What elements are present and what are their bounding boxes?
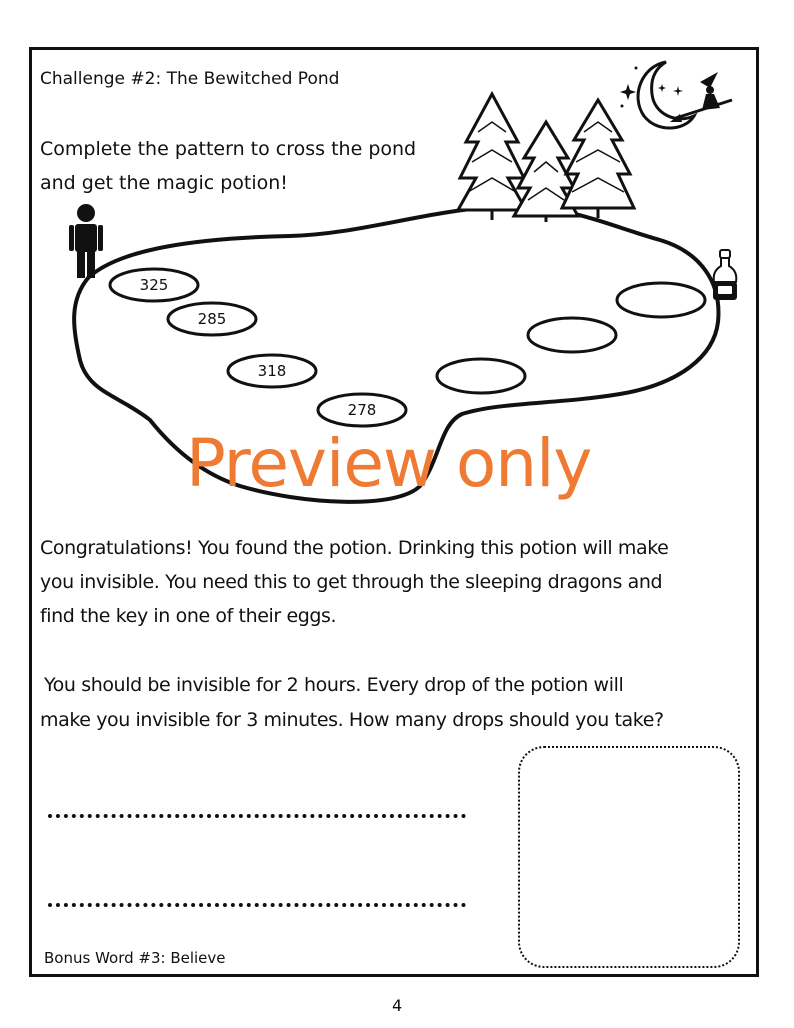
question-line-1: You should be invisible for 2 hours. Every drop of the potion will bbox=[44, 674, 624, 696]
page-number: 4 bbox=[392, 996, 403, 1015]
instruction-line-1: Complete the pattern to cross the pond bbox=[40, 138, 417, 160]
answer-line-2[interactable] bbox=[48, 903, 466, 907]
stone-label-4: 278 bbox=[347, 401, 377, 419]
story-line-1: Congratulations! You found the potion. Drinking this potion will make bbox=[40, 537, 669, 559]
instruction-line-2: and get the magic potion! bbox=[40, 172, 288, 194]
pine-tree-icon bbox=[458, 92, 638, 222]
stepping-stone-7 bbox=[617, 283, 705, 317]
preview-watermark: Preview only bbox=[186, 425, 592, 502]
person-icon bbox=[69, 204, 103, 278]
stepping-stone-6 bbox=[528, 318, 616, 352]
story-line-2: you invisible. You need this to get through the sleeping dragons and bbox=[40, 571, 663, 593]
story-line-3: find the key in one of their eggs. bbox=[40, 605, 337, 627]
answer-line-1[interactable] bbox=[48, 814, 466, 818]
question-line-2: make you invisible for 3 minutes. How many drops should you take? bbox=[40, 709, 664, 731]
stone-label-2: 285 bbox=[197, 310, 227, 328]
stone-label-3: 318 bbox=[257, 362, 287, 380]
work-area-box[interactable] bbox=[518, 746, 740, 968]
bonus-word: Bonus Word #3: Believe bbox=[44, 949, 226, 967]
stone-label-1: 325 bbox=[139, 276, 169, 294]
stepping-stone-5 bbox=[437, 359, 525, 393]
potion-bottle-icon bbox=[712, 250, 738, 302]
challenge-title: Challenge #2: The Bewitched Pond bbox=[40, 69, 340, 89]
witch-moon-icon bbox=[614, 56, 734, 136]
